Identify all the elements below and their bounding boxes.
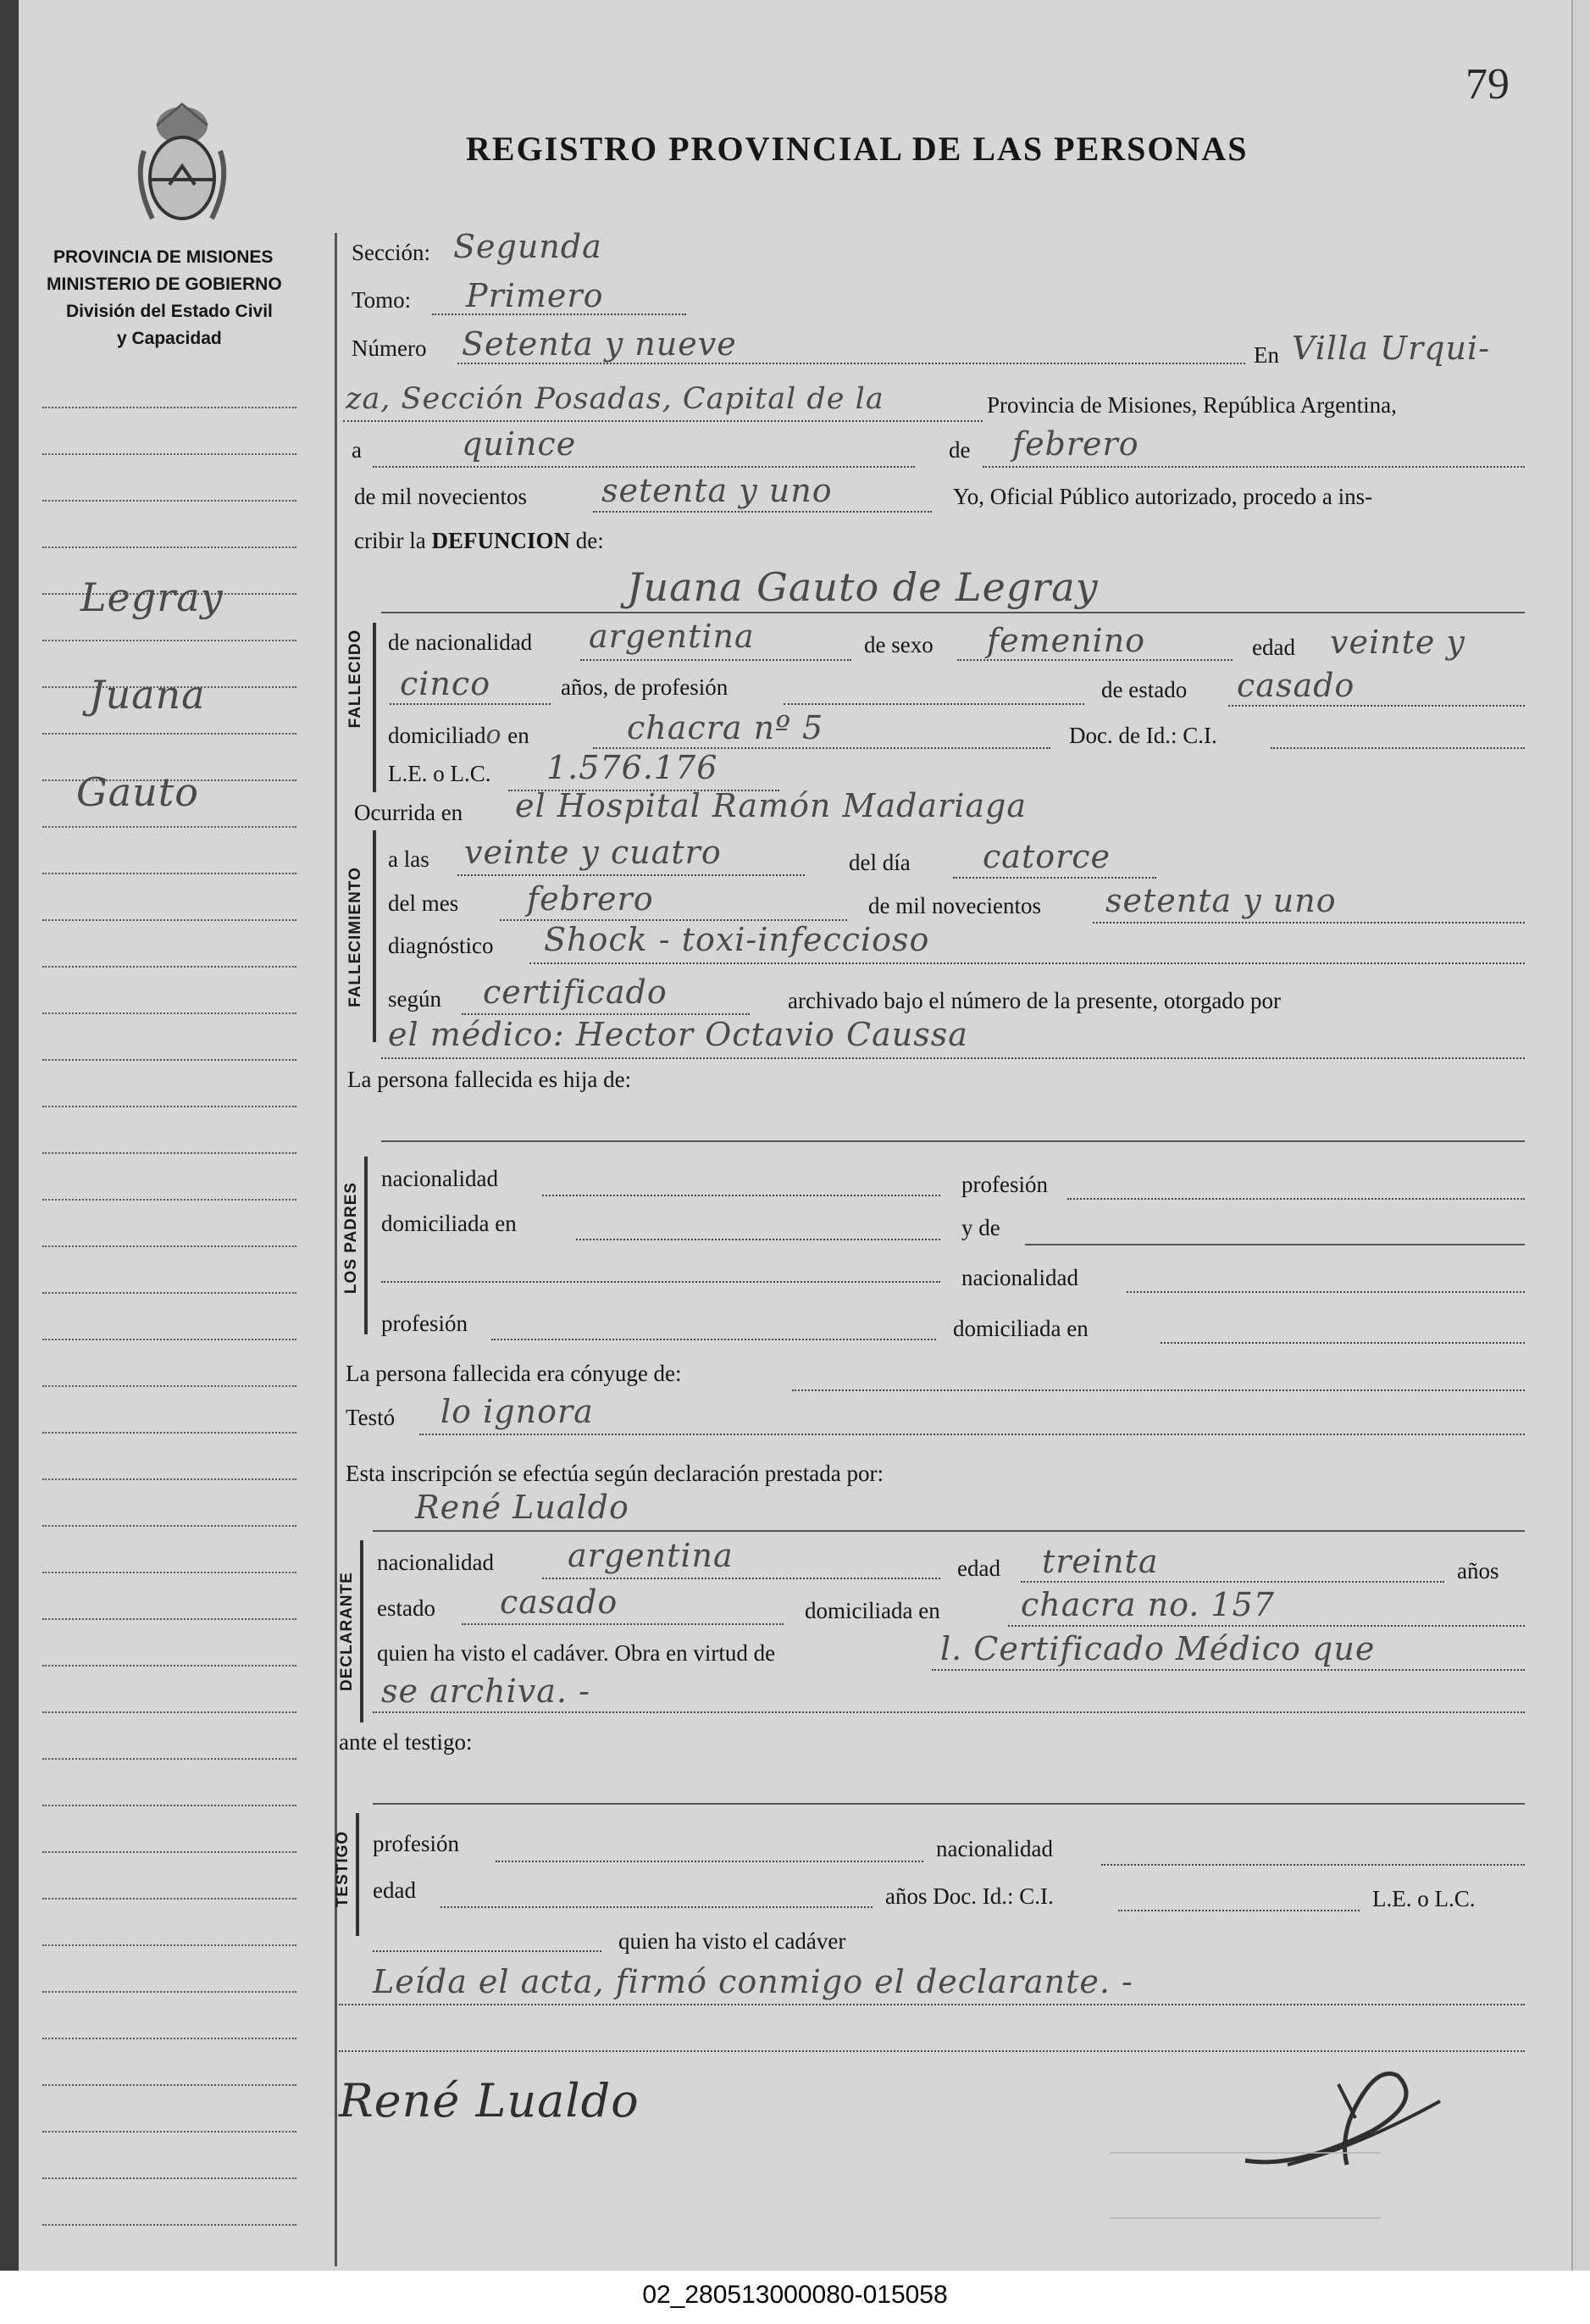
fallecido-tab: FALLECIDO [346, 629, 364, 729]
inscripcion-label: Esta inscripción se efectúa según declaración prestada por: [346, 1461, 884, 1486]
agency-line-1: PROVINCIA DE MISIONES [53, 247, 274, 267]
padre-nacionalidad-label: nacionalidad [381, 1166, 498, 1191]
anos-profesion-label: años, de profesión [561, 674, 729, 700]
edad-label: edad [1252, 635, 1295, 660]
madre-domiciliada-label: domiciliada en [953, 1316, 1089, 1341]
nacionalidad-label: de nacionalidad [388, 630, 533, 655]
madre-profesion-label: profesión [381, 1311, 468, 1336]
numero-label: Número [352, 336, 427, 361]
tomo-value: Primero [466, 277, 604, 314]
padre-profesion-label: profesión [961, 1172, 1048, 1197]
estado-label: de estado [1101, 677, 1188, 702]
ocurrida-label: Ocurrida en [354, 800, 463, 825]
provincia-label: Provincia de Misiones, República Argentina, [987, 392, 1397, 418]
domiciliad-label: domiciliado en [388, 720, 529, 750]
lugar-value-1: Villa Urqui- [1292, 330, 1490, 367]
le-lc-value: 1.576.176 [546, 749, 718, 786]
official-stamp [1110, 2152, 1381, 2219]
decl-estado-value: casado [500, 1584, 618, 1621]
obra-value-1: l. Certificado Médico que [940, 1630, 1376, 1667]
lugar-value-2: za, Sección Posadas, Capital de la [346, 382, 884, 416]
conyuge-label: La persona fallecida era cónyuge de: [346, 1361, 682, 1386]
testigo-tab: TESTIGO [334, 1830, 352, 1908]
anio-value: setenta y uno [601, 472, 833, 509]
medico-value: el médico: Hector Octavio Caussa [388, 1016, 968, 1053]
inscribir-label: cribir la DEFUNCION de: [354, 528, 604, 553]
decl-estado-label: estado [377, 1595, 435, 1621]
a-label: a [352, 437, 362, 463]
agency-line-4: y Capacidad [117, 329, 222, 348]
le-lc-label: L.E. o L.C. [388, 761, 491, 786]
seccion-value: Segunda [453, 228, 602, 265]
de-label: de [949, 437, 971, 463]
anio-fall-value: setenta y uno [1105, 882, 1337, 919]
tomo-label: Tomo: [352, 287, 412, 313]
y-de-label: y de [961, 1215, 1000, 1240]
seccion-label: Sección: [352, 240, 430, 265]
hora-value: veinte y cuatro [464, 834, 722, 871]
dia-value: quince [462, 425, 577, 463]
agency-line-3: División del Estado Civil [66, 302, 273, 321]
de-mil-2-label: de mil novecientos [868, 893, 1041, 918]
declarante-signature: René Lualdo [339, 2074, 640, 2127]
archivado-label: archivado bajo el número de la presente, otorgado por [788, 988, 1282, 1013]
registry-title: REGISTRO PROVINCIAL DE LAS PERSONAS [466, 130, 1249, 168]
obra-value-2: se archiva. - [381, 1672, 590, 1710]
padre-domiciliada-label: domiciliada en [381, 1211, 517, 1236]
oficial-label: Yo, Oficial Público autorizado, procedo a ins- [953, 484, 1373, 509]
testo-value: lo ignora [440, 1393, 594, 1430]
margin-note-maiden-name: Gauto [76, 769, 199, 815]
nacionalidad-value: argentina [589, 618, 755, 655]
agency-line-2: MINISTERIO DE GOBIERNO [47, 275, 282, 294]
mes-fall-value: febrero [527, 880, 654, 918]
fallecimiento-tab: FALLECIMIENTO [346, 867, 364, 1007]
decl-anos-label: años [1457, 1558, 1499, 1584]
decl-domiciliada-label: domiciliada en [805, 1598, 940, 1623]
diagnostico-label: diagnóstico [388, 933, 494, 958]
testigo-edad-label: edad [373, 1878, 416, 1903]
mes-value: febrero [1012, 425, 1139, 463]
testigo-anos-doc-label: años Doc. Id.: C.I. [885, 1883, 1054, 1909]
domicilio-value: chacra nº 5 [627, 709, 824, 746]
decl-nacionalidad-value: argentina [568, 1537, 734, 1574]
testigo-le-lc-label: L.E. o L.C. [1372, 1886, 1476, 1911]
segun-value: certificado [483, 973, 668, 1011]
testigo-nacionalidad-label: nacionalidad [936, 1836, 1053, 1861]
diagnostico-value: Shock - toxi-infeccioso [544, 921, 930, 958]
testigo-profesion-label: profesión [373, 1831, 459, 1856]
decl-edad-label: edad [957, 1556, 1000, 1581]
declarante-tab: DECLARANTE [338, 1572, 356, 1691]
quien-visto-label: quien ha visto el cadáver. Obra en virtud de [377, 1640, 776, 1666]
margin-note-given-name: Juana [89, 672, 206, 718]
del-mes-label: del mes [388, 890, 459, 916]
estado-value: casado [1237, 667, 1355, 704]
margin-divider [335, 233, 337, 2266]
edad-value-1: veinte y [1330, 624, 1465, 661]
page-number: 79 [1465, 60, 1510, 108]
madre-nacionalidad-label: nacionalidad [961, 1265, 1078, 1290]
image-id-label: 02_280513000080-015058 [642, 2281, 948, 2309]
sexo-label: de sexo [864, 632, 934, 657]
numero-value: Setenta y nueve [462, 325, 737, 363]
ante-testigo-label: ante el testigo: [339, 1729, 473, 1755]
testigo-quien-visto-label: quien ha visto el cadáver [618, 1928, 846, 1954]
testo-label: Testó [346, 1405, 396, 1430]
argentine-coat-of-arms-icon [136, 100, 229, 231]
doc-id-label: Doc. de Id.: C.I. [1069, 723, 1217, 748]
los-padres-tab: LOS PADRES [342, 1181, 360, 1295]
decl-domicilio-value: chacra no. 157 [1021, 1586, 1275, 1623]
hija-de-label: La persona fallecida es hija de: [347, 1067, 632, 1092]
dia-fall-value: catorce [983, 838, 1111, 875]
ocurrida-value: el Hospital Ramón Madariaga [515, 787, 1027, 824]
sexo-value: femenino [987, 622, 1146, 659]
decl-edad-value: treinta [1042, 1543, 1159, 1580]
del-dia-label: del día [849, 850, 911, 875]
decl-nacionalidad-label: nacionalidad [377, 1550, 494, 1575]
margin-note-surname: Legray [80, 574, 224, 620]
declarante-name-value: René Lualdo [415, 1489, 629, 1526]
de-mil-label: de mil novecientos [354, 484, 527, 509]
en-label: En [1254, 342, 1279, 368]
edad-value-2: cinco [400, 665, 491, 702]
fallecido-name-value: Juana Gauto de Legray [627, 564, 1099, 610]
a-las-label: a las [388, 846, 429, 872]
image-footer [0, 2271, 1590, 2324]
segun-label: según [388, 986, 441, 1012]
leida-value: Leída el acta, firmó conmigo el declarante. - [373, 1963, 1133, 2000]
